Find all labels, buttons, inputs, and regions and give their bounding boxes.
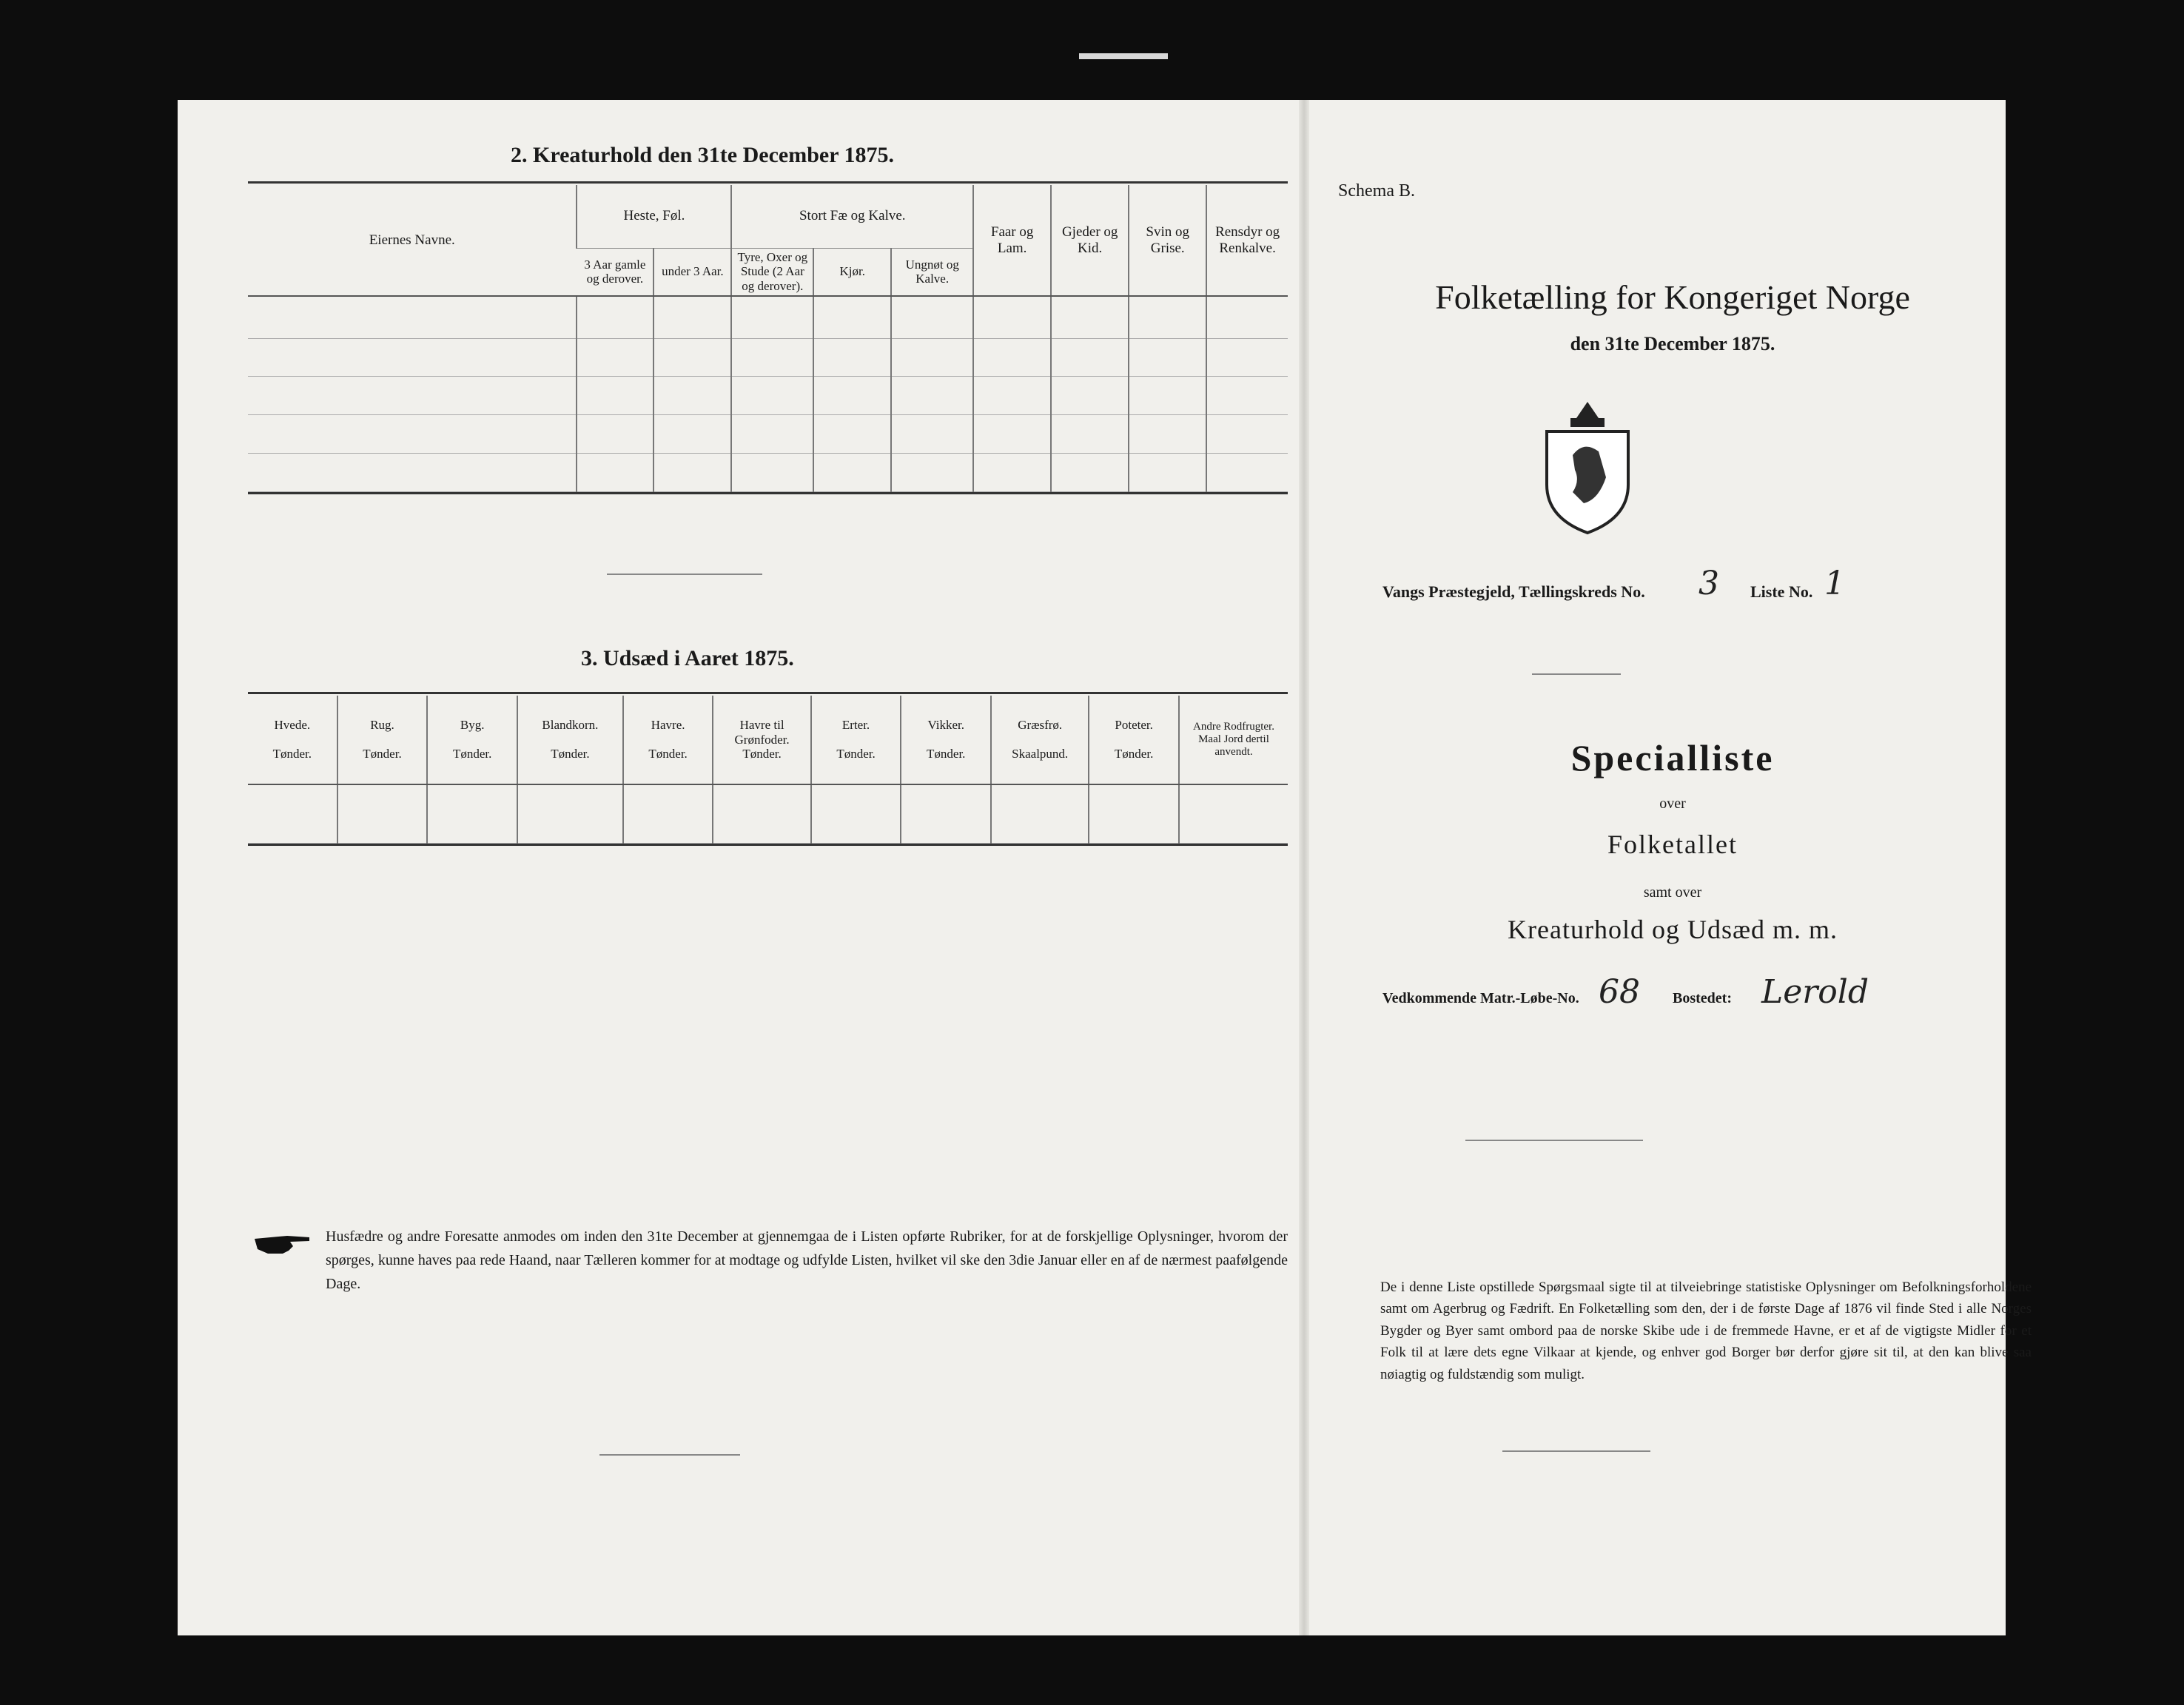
closing-text: De i denne Liste opstillede Spørgsmaal sigte til at tilveiebringe statistiske Oplysninger om Befolkningsforholdene samt om Agerbrug og Fædrift. En Folketælling som den, der i de første Dage af 1876 vil finde Sted i alle Norges Bygder og Byer samt ombord paa de norske Skibe ude i de fremmede Havne, er et af de vigtigste Midler for et Folk til at lære dets egne Vilkaar at kjende, og enhver god Borger bør derfor gjøre sit til, at den kan blive saa nøiagtig og fuldstændig som muligt. xyxy=(1380,1279,2032,1382)
table-row xyxy=(248,338,1288,377)
liste-label: Liste No. xyxy=(1750,582,1813,601)
schema-label: Schema B. xyxy=(1338,181,1415,201)
udsaed-col: Erter. Tønder. xyxy=(811,696,901,784)
table-row xyxy=(248,454,1288,492)
section2-bottom-rule xyxy=(248,492,1288,494)
matr-number: 68 xyxy=(1599,973,1640,1011)
kreaturhold-text: Kreaturhold og Udsæd m. m. xyxy=(1508,915,1838,944)
divider xyxy=(1532,673,1621,675)
udsaed-table xyxy=(248,696,1288,844)
stort-sub-tyre: Tyre, Oxer og Stude (2 Aar og derover). xyxy=(731,248,813,296)
udsaed-col: Poteter. Tønder. xyxy=(1089,696,1179,784)
table-row xyxy=(248,784,1288,844)
kreds-number: 3 xyxy=(1699,565,1719,602)
group-heste: Heste, Føl. xyxy=(577,185,731,248)
col-gjeder: Gjeder og Kid. xyxy=(1051,185,1129,296)
udsaed-col: Hvede. Tønder. xyxy=(248,696,337,784)
udsaed-col: Rug. Tønder. xyxy=(337,696,428,784)
divider xyxy=(1502,1450,1650,1452)
col-eiernes-navne: Eiernes Navne. xyxy=(248,185,577,296)
bostedet-label: Bostedet: xyxy=(1673,990,1732,1006)
stort-sub-kjor: Kjør. xyxy=(813,248,891,296)
udsaed-col: Græsfrø. Skaalpund. xyxy=(991,696,1089,784)
scan-edge-mark xyxy=(1079,53,1168,59)
divider xyxy=(607,574,762,575)
heste-sub-3aar: 3 Aar gamle og derover. xyxy=(577,248,653,296)
section3-bottom-rule xyxy=(248,844,1288,846)
section3-top-rule xyxy=(248,692,1288,694)
divider xyxy=(599,1454,740,1456)
liste-number: 1 xyxy=(1824,565,1845,602)
kreaturhold-table xyxy=(248,185,1288,492)
over-text: over xyxy=(1659,796,1686,812)
coat-of-arms-icon xyxy=(1532,396,1643,537)
col-svin: Svin og Grise. xyxy=(1129,185,1206,296)
udsaed-col: Andre Rodfrugter. Maal Jord dertil anvendt. xyxy=(1179,696,1288,784)
udsaed-col: Byg. Tønder. xyxy=(427,696,517,784)
pointing-hand-icon xyxy=(253,1228,312,1258)
section3-title: 3. Udsæd i Aaret 1875. xyxy=(581,646,794,670)
stort-sub-ungnot: Ungnøt og Kalve. xyxy=(891,248,973,296)
group-stort-fae: Stort Fæ og Kalve. xyxy=(731,185,973,248)
samt-over-text: samt over xyxy=(1643,884,1702,901)
bostedet-value: Lerold xyxy=(1761,973,1869,1011)
prestegjeld-label: Vangs Præstegjeld, Tællingskreds No. xyxy=(1382,582,1645,601)
specialliste-heading: Specialliste xyxy=(1570,737,1775,778)
heste-sub-under3: under 3 Aar. xyxy=(653,248,731,296)
table-row xyxy=(248,377,1288,415)
section2-top-rule xyxy=(248,181,1288,184)
col-faar: Faar og Lam. xyxy=(973,185,1051,296)
col-rensdyr: Rensdyr og Renkalve. xyxy=(1206,185,1288,296)
notice-text: Husfædre og andre Foresatte anmodes om inden den 31te December at gjennemgaa de i Listen opførte Rubriker, for at de forskjellige Oplysninger, hvorom der spørges, kunne haves paa rede Haand, naar Tælleren kommer for at modtage og udfylde Listen, hvilket vil ske den 3die Januar eller en af de nærmest paafølgende Dage. xyxy=(326,1228,1288,1292)
table-row xyxy=(248,415,1288,454)
udsaed-col: Havre. Tønder. xyxy=(623,696,713,784)
page-fold xyxy=(1299,100,1309,1635)
census-form-sheet xyxy=(178,100,2032,1635)
table-row xyxy=(248,296,1288,338)
divider xyxy=(1465,1140,1643,1141)
udsaed-col: Blandkorn. Tønder. xyxy=(517,696,623,784)
udsaed-col: Vikker. Tønder. xyxy=(901,696,991,784)
folketallet-text: Folketallet xyxy=(1607,830,1738,859)
udsaed-col: Havre til Grønfoder. Tønder. xyxy=(713,696,810,784)
matr-label: Vedkommende Matr.-Løbe-No. xyxy=(1382,990,1579,1006)
main-title: Folketælling for Kongeriget Norge xyxy=(1435,278,1910,316)
title-date: den 31te December 1875. xyxy=(1570,333,1775,354)
section2-title: 2. Kreaturhold den 31te December 1875. xyxy=(511,143,894,167)
